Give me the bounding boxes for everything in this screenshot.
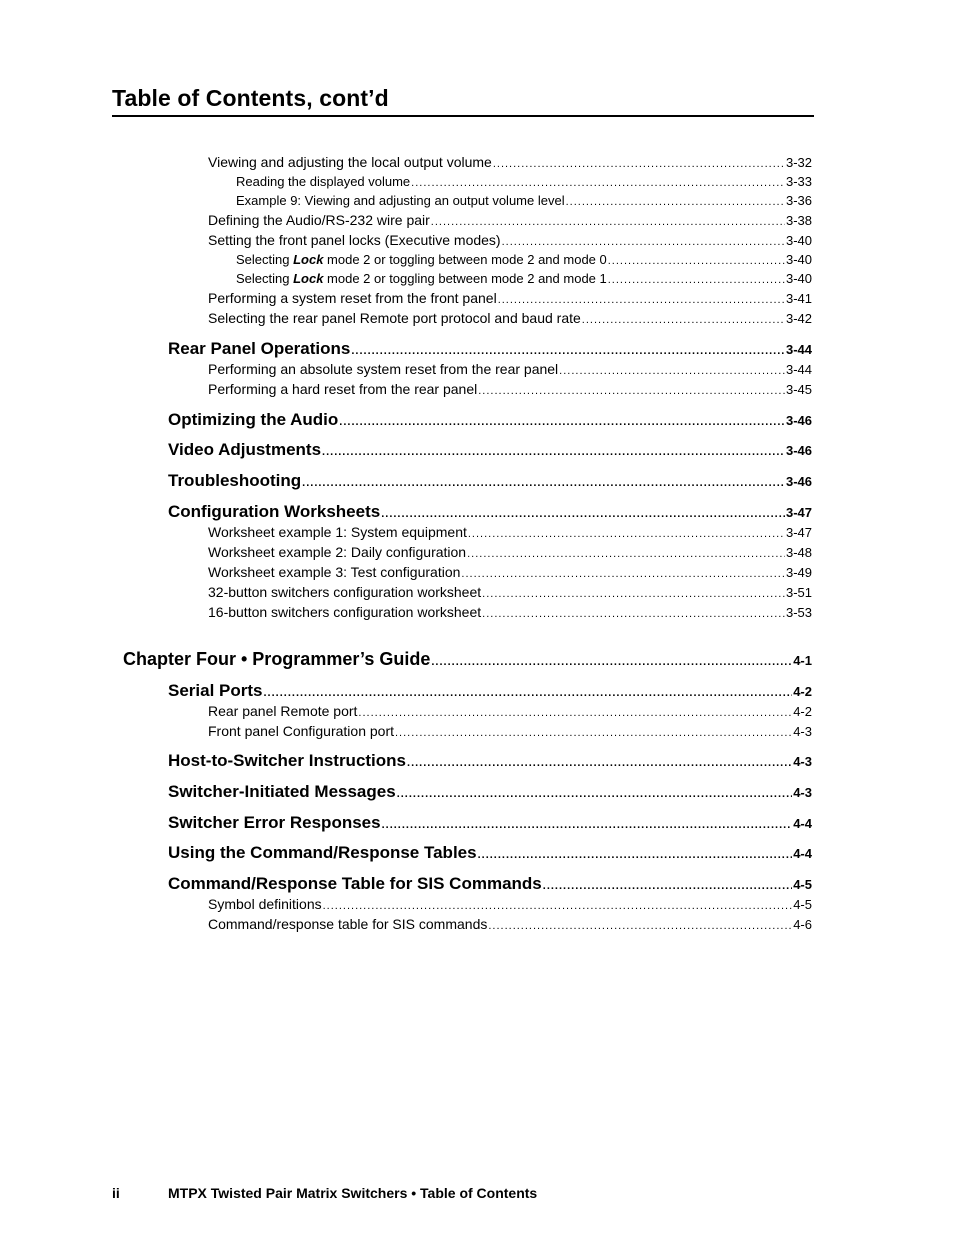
toc-section-title: Command/Response Table for SIS Commands [168,874,542,893]
toc-entry-title: Selecting Lock mode 2 or toggling between mode 2 and mode 0 [236,252,607,267]
toc-section-page: 3-46 [785,413,812,428]
toc-section[interactable] [168,751,812,771]
toc-section-title: Configuration Worksheets [168,502,381,521]
dot-leader [339,416,785,428]
toc-entry-title: Reading the displayed volume [236,174,411,189]
toc-section-page: 4-4 [793,816,812,831]
toc-entry-title: Front panel Configuration port [208,723,394,739]
toc-section-title: Video Adjustments [168,440,322,459]
dot-leader [264,687,793,699]
toc-entry[interactable] [208,154,812,170]
toc-entry-title: 32-button switchers configuration worksheet [208,584,482,600]
toc-entry[interactable] [236,174,812,189]
toc-entry[interactable] [208,584,812,600]
dot-leader [431,656,792,668]
toc-section-title: Host-to-Switcher Instructions [168,751,407,770]
toc-section[interactable] [168,843,812,863]
toc-entry-page: 3-33 [785,174,812,189]
toc-entry-page: 3-51 [785,585,812,600]
toc-entry-page: 3-44 [785,362,812,377]
dot-leader [468,528,785,540]
toc-entry-title: Symbol definitions [208,896,322,912]
toc-entry[interactable] [208,290,812,306]
dot-leader [302,477,785,489]
toc-section[interactable] [168,471,812,491]
toc-entry[interactable] [208,723,812,739]
dot-leader [608,274,785,286]
dot-leader [543,880,792,892]
toc-entry-title: Performing a hard reset from the rear panel [208,381,478,397]
dot-leader [407,757,792,769]
toc-entry[interactable] [208,916,812,932]
toc-section[interactable] [168,440,812,460]
dot-leader [381,508,785,520]
toc-entry-title: Worksheet example 3: Test configuration [208,564,461,580]
toc-entry-page: 3-40 [785,252,812,267]
toc-entry-page: 3-40 [785,233,812,248]
dot-leader [397,788,793,800]
toc-entry-page: 4-3 [793,724,812,739]
toc-section-page: 3-44 [785,342,812,357]
toc-entry[interactable] [208,212,812,228]
toc-section-page: 4-3 [793,785,812,800]
toc-entry-title: Worksheet example 1: System equipment [208,524,467,540]
dot-leader [351,345,785,357]
toc-entry-page: 3-49 [785,565,812,580]
toc-entry-title: Defining the Audio/RS-232 wire pair [208,212,430,228]
toc-entry-title: Command/response table for SIS commands [208,916,488,932]
dot-leader [608,255,785,267]
dot-leader [566,196,785,208]
toc-entry[interactable] [208,524,812,540]
toc-entry-title: 16-button switchers configuration worksheet [208,604,482,620]
dot-leader [461,568,785,580]
toc-section[interactable] [168,410,812,430]
toc-entry-title: Setting the front panel locks (Executive modes) [208,232,501,248]
dot-leader [431,216,785,228]
dot-leader [488,920,792,932]
footer-page-number: ii [112,1185,120,1201]
toc-entry-page: 3-32 [785,155,812,170]
toc-section-title: Rear Panel Operations [168,339,351,358]
toc-entry-title: Performing a system reset from the front panel [208,290,497,306]
toc-entry[interactable] [208,544,812,560]
toc-section[interactable] [168,502,812,522]
toc-entry[interactable] [236,193,812,208]
dot-leader [502,236,785,248]
toc-chapter[interactable] [123,649,812,670]
dot-leader [582,314,785,326]
toc-chapter-page: 4-1 [793,653,812,668]
toc-entry-title: Performing an absolute system reset from the rear panel [208,361,559,377]
toc-section[interactable] [168,681,812,701]
toc-section[interactable] [168,782,812,802]
toc-section-page: 3-46 [785,443,812,458]
dot-leader [478,385,785,397]
toc-section-title: Troubleshooting [168,471,302,490]
dot-leader [482,588,785,600]
toc-entry-page: 3-38 [785,213,812,228]
toc-section-page: 4-2 [793,684,812,699]
toc-section-title: Switcher-Initiated Messages [168,782,396,801]
toc-entry[interactable] [208,564,812,580]
toc-entry-page: 3-41 [785,291,812,306]
toc-section[interactable] [168,874,812,894]
toc-entry[interactable] [236,252,812,267]
toc-entry-page: 3-47 [785,525,812,540]
dot-leader [322,446,785,458]
toc-section-title: Using the Command/Response Tables [168,843,477,862]
toc-entry-title: Rear panel Remote port [208,703,358,719]
dot-leader [478,849,793,861]
toc-entry-page: 4-5 [793,897,812,912]
dot-leader [482,608,785,620]
toc-entry[interactable] [208,381,812,397]
toc-section-page: 4-3 [793,754,812,769]
toc-entry-title: Example 9: Viewing and adjusting an output volume level [236,193,565,208]
toc-entry[interactable] [208,604,812,620]
toc-entry-title: Viewing and adjusting the local output volume [208,154,492,170]
toc-entry-page: 4-6 [793,917,812,932]
dot-leader [493,158,785,170]
toc-section-page: 3-47 [785,505,812,520]
toc-section-page: 3-46 [785,474,812,489]
toc-entry[interactable] [236,271,812,286]
toc-entry-page: 3-48 [785,545,812,560]
toc-entry-page: 3-36 [785,193,812,208]
toc-entry-title: Worksheet example 2: Daily configuration [208,544,467,560]
dot-leader [411,177,785,189]
dot-leader [382,819,793,831]
dot-leader [559,365,785,377]
toc-entry-title: Selecting the rear panel Remote port protocol and baud rate [208,310,581,326]
toc-entry[interactable] [208,361,812,377]
dot-leader [467,548,785,560]
dot-leader [358,707,792,719]
page-title: Table of Contents, cont’d [112,84,814,117]
toc-section-page: 4-5 [793,877,812,892]
footer-doc-title: MTPX Twisted Pair Matrix Switchers • Table of Contents [168,1185,538,1201]
toc-section-title: Serial Ports [168,681,263,700]
dot-leader [395,727,792,739]
toc-entry[interactable] [208,896,812,912]
dot-leader [323,900,793,912]
toc-chapter-title: Chapter Four • Programmer’s Guide [123,649,431,669]
toc-entry[interactable] [208,232,812,248]
toc-entry-page: 3-53 [785,605,812,620]
toc-entry[interactable] [208,703,812,719]
toc-section-title: Switcher Error Responses [168,813,381,832]
toc-entry-page: 3-45 [785,382,812,397]
toc-entry[interactable] [208,310,812,326]
dot-leader [498,294,785,306]
toc-section[interactable] [168,813,812,833]
toc-entry-title: Selecting Lock mode 2 or toggling between mode 2 and mode 1 [236,271,607,286]
toc-entry-page: 4-2 [793,704,812,719]
toc-entry-page: 3-40 [785,271,812,286]
toc-section-title: Optimizing the Audio [168,410,339,429]
toc-section[interactable] [168,339,812,359]
toc-section-page: 4-4 [793,846,812,861]
toc-entry-page: 3-42 [785,311,812,326]
